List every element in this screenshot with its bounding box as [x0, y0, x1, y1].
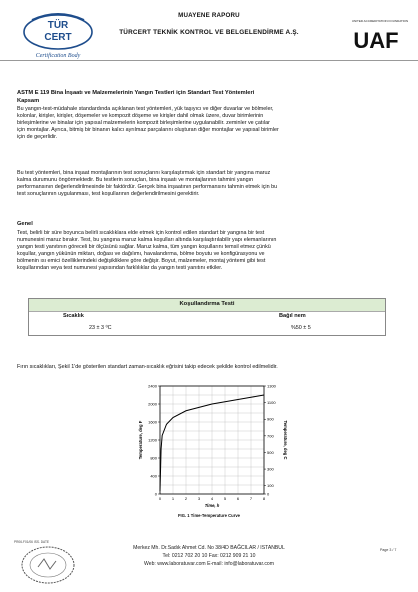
x-tick-label: 5	[223, 496, 227, 501]
y-tick-label: 800	[150, 455, 157, 461]
x-tick-label: 0	[158, 496, 162, 501]
scope-line: için de geçerlidir.	[17, 134, 58, 140]
y-tick-label: 2400	[148, 383, 157, 389]
humidity-value: %50 ± 5	[291, 325, 311, 331]
general-heading: Genel	[17, 221, 33, 227]
y2-tick-label: 900	[267, 416, 274, 422]
footer-web: Web: www.laboratuvar.com E-mail: info@laboratuvar.com	[144, 561, 274, 567]
scope-line: Bu yangın-test-müdahale standardında açıklanan test yöntemleri, yük taşıyıcı ve diğer duvarlar ve bölmeler,	[17, 106, 274, 112]
footer-address: Merkez Mh. Dr.Sadık Ahmet Cd. No 38/4D BAĞCILAR / ISTANBUL	[133, 545, 285, 551]
y2-axis-label: Temperature, deg C	[283, 420, 288, 460]
header-divider	[0, 60, 418, 61]
scope-line: birleşimlerine ve binalar için yapısal malzemelerin kompozit birleşimlerine uygulanabilir. zeminler ve çatılar	[17, 120, 270, 126]
scope-line: için montajlar. Ayrıca, bitmiş bir binanın kalıcı ayrılmaz parçalarını oluşturan diğer montajlar ve yapısal birimler	[17, 127, 279, 133]
logo-tagline: Certification Body	[35, 53, 81, 59]
temperature-value: 23 ± 3 ⁰C	[89, 325, 112, 331]
x-tick-label: 7	[249, 496, 253, 501]
general-line: koşullarından veya test numunesi yapısından farklılıklar da yangın testi yanıtını etkiler.	[17, 265, 223, 271]
table-title: Koşullandırma Testi	[179, 301, 235, 307]
general-line: numunesini maruz bırakır. Test, bu yangına maruz kalma koşulları altında karşılaştırılabilir yapı elemanlarının	[17, 237, 277, 243]
humidity-label: Bağıl nem	[279, 313, 306, 319]
document-title: ASTM E 119 Bina İnşaatı ve Malzemelerinin Yangın Testleri için Standart Test Yöntemleri	[17, 90, 255, 96]
x-axis-label: Time, h	[204, 503, 220, 508]
figure-caption: FIG. 1 Time-Temperature Curve	[178, 513, 240, 518]
y2-tick-label: 700	[267, 433, 274, 439]
para2-line: test sonuçlarının uygulanması, test koşullarının değerlendirilmesini gerektirir.	[17, 191, 200, 197]
y-tick-label: 1600	[148, 419, 157, 425]
page-number: Page 3 / 7	[380, 548, 397, 552]
uaf-small-text: UNITED ACCREDITATION FOUNDATION	[351, 19, 409, 23]
report-type: MUAYENE RAPORU	[178, 12, 240, 19]
x-tick-label: 2	[184, 496, 188, 501]
uaf-mark: UAF	[353, 28, 399, 52]
y-axis-label: Temperature, deg F	[138, 420, 143, 460]
para2-line: performansının değerlendirilmesinde bir faktördür. Gerçek bina inşaatının performansını tahmin etmek için bu	[17, 184, 278, 190]
logo-text-tur: TÜR	[47, 20, 69, 31]
y-tick-label: 2000	[148, 401, 157, 407]
y2-tick-label: 100	[267, 483, 274, 489]
company-name: TÜRCERT TEKNİK KONTROL VE BELGELENDİRME A.Ş.	[119, 29, 299, 36]
y-tick-label: 0	[154, 491, 157, 497]
y2-tick-label: 500	[267, 449, 274, 455]
paragraph-2	[17, 170, 407, 198]
x-tick-label: 8	[262, 496, 266, 501]
general-line: koşullar, yangın yükünün miktarı, doğası ve dağılımı, havalandırma, bölme boyutu ve konfigürasyonu ve	[17, 251, 265, 257]
para2-line: Bu test yöntemleri, bina inşaat montajlarının test sonuçlarını karşılaştırmak için standart bir yangına maruz	[17, 170, 271, 176]
x-tick-label: 1	[171, 496, 175, 501]
y2-tick-label: 1100	[267, 400, 276, 406]
para2-line: kalma durumunu öngörmektedir. Bu testlerin sonuçları, bina inşaatı ve montajlarının tahmini yangın	[17, 177, 254, 183]
conditioning-table	[28, 298, 386, 336]
y-tick-label: 400	[150, 473, 157, 479]
scope-paragraph	[17, 106, 407, 141]
scope-line: kolonlar, kirişler, kirişler, döşemeler ve kompozit döşeme ve kirişler dahil olmak üzere, duvar birimlerinin	[17, 113, 264, 119]
scope-heading: Kapsam	[17, 98, 40, 104]
y2-tick-label: 0	[267, 491, 270, 497]
temperature-label: Sıcaklık	[63, 313, 84, 319]
logo-text-cert: CERT	[44, 32, 72, 43]
form-code: PR06-F01/06 ISS. DATE	[14, 540, 50, 544]
y-tick-label: 1200	[148, 437, 157, 443]
furnace-note: Fırın sıcaklıkları, Şekil 1'de gösterilen standart zaman-sıcaklık eğrisini takip edecek şekilde kontrol edilmelidir.	[17, 364, 278, 370]
y2-tick-label: 1300	[267, 383, 276, 389]
time-temperature-chart	[118, 380, 308, 514]
general-line: Test, belirli bir süre boyunca belirli sıcaklıklara elde etmek için kontrol edilen standart bir yangına bir test	[17, 230, 265, 236]
y2-tick-label: 300	[267, 466, 274, 472]
general-line: bölmenin ısı emici özelliklerindeki değişikliklere göre değişir. Boyut, malzemeler, montaj yöntemi gibi test	[17, 258, 266, 264]
general-line: yangın testi yanıtının göreceli bir ölçüsünü sağlar. Maruz kalma, tüm yangın koşullarını temsil etmez çünkü	[17, 244, 271, 250]
uaf-accreditation-logo	[340, 16, 410, 52]
x-tick-label: 3	[197, 496, 201, 501]
general-paragraph	[17, 230, 407, 272]
x-tick-label: 4	[210, 496, 214, 501]
footer-phone: Tel: 0212 702 20 10 Fax: 0212 909 21 10	[162, 553, 256, 559]
x-tick-label: 6	[236, 496, 240, 501]
